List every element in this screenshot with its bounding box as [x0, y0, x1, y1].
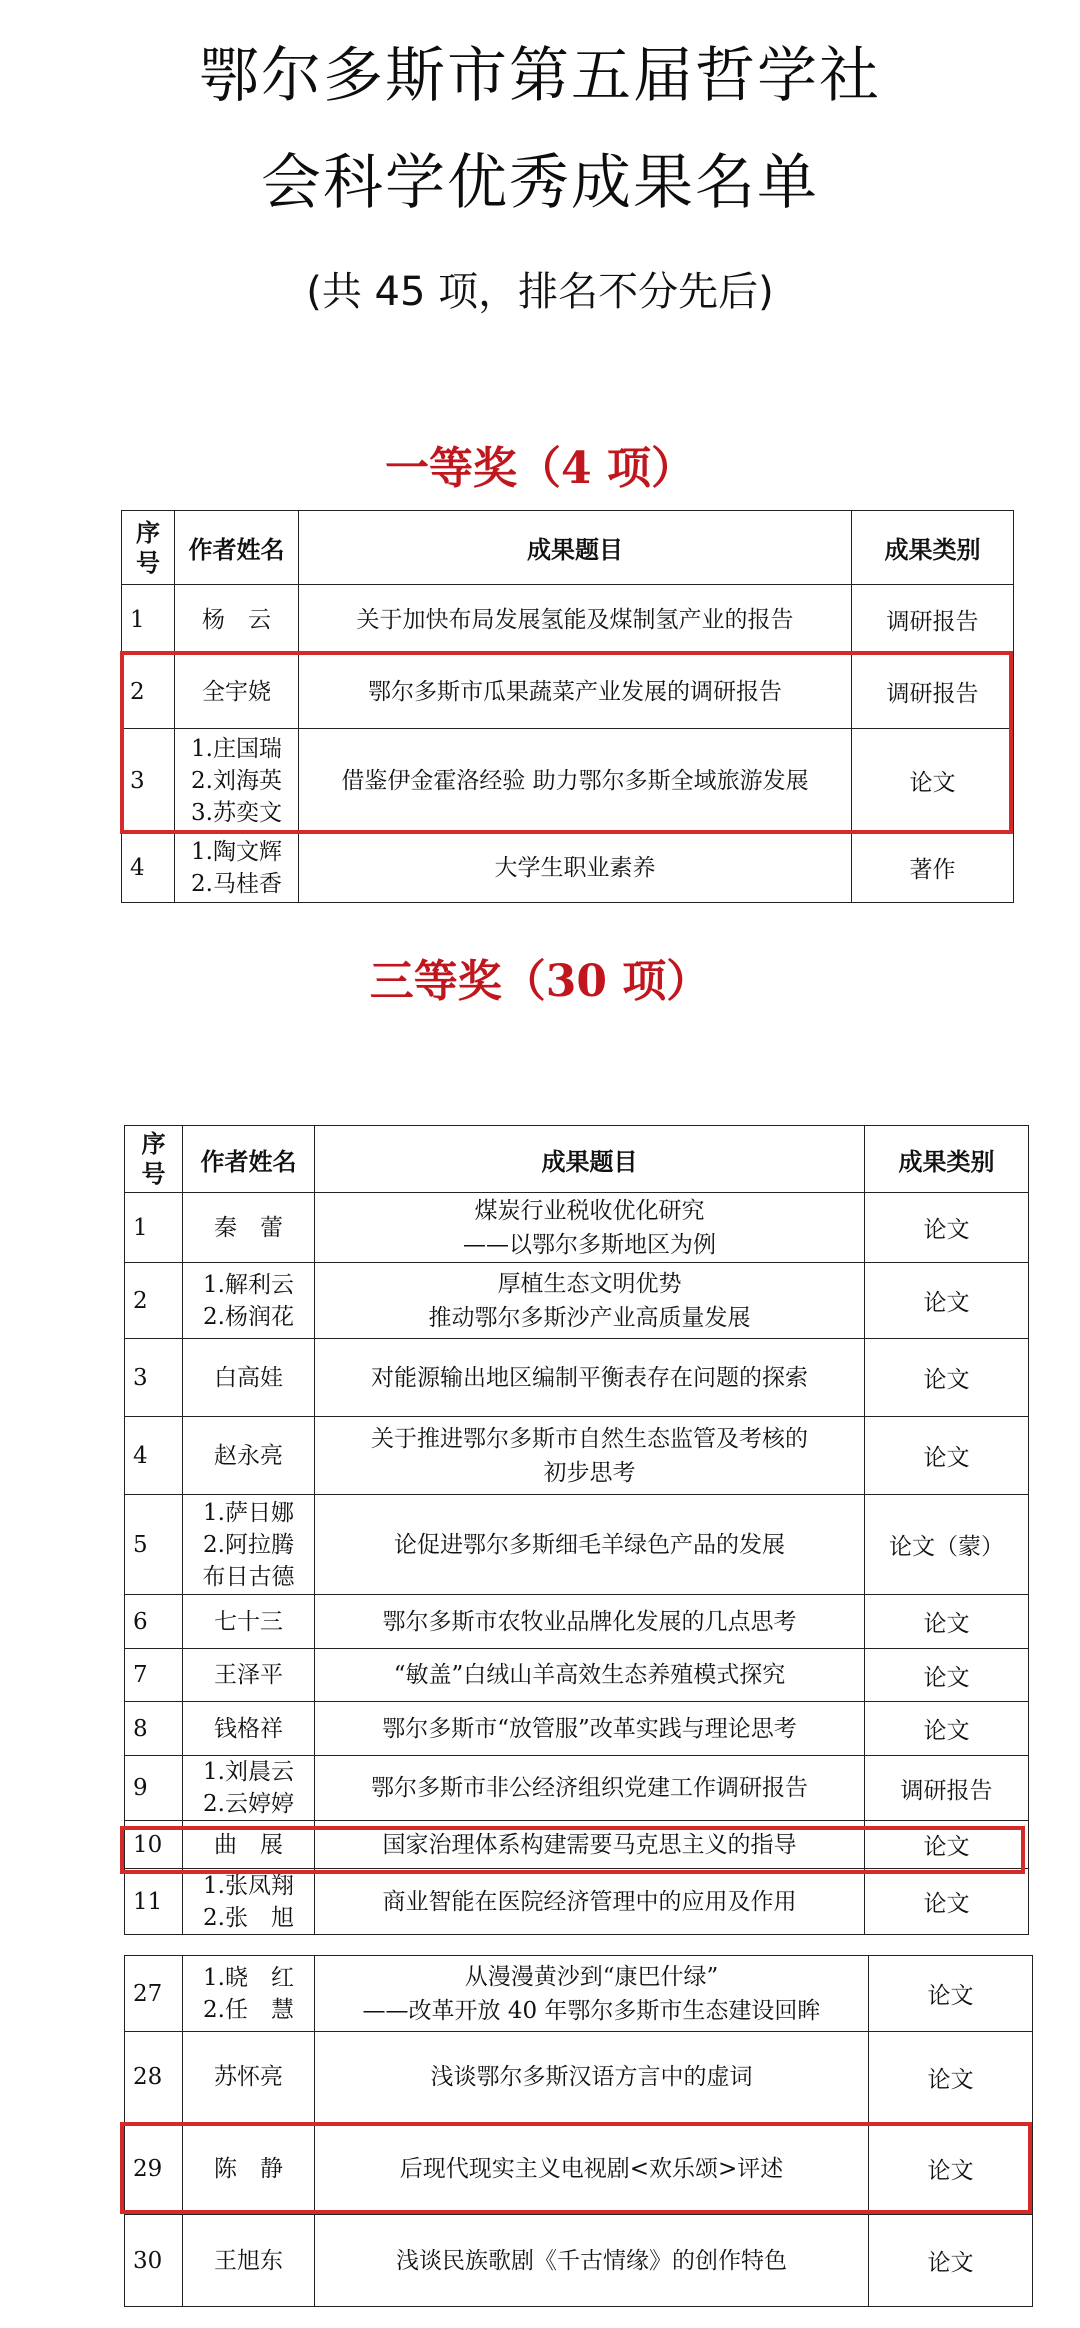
row-29-highlight-box — [120, 2122, 1032, 2214]
row-seq-cell: 6 — [125, 1595, 183, 1649]
page-subtitle: (共 45 项，排名不分先后) — [306, 269, 774, 315]
row-type-cell: 论文 — [869, 2032, 1033, 2123]
col-topic-header: 成果题目 — [299, 511, 852, 585]
row-author-cell: 七十三 — [183, 1595, 315, 1649]
row-author-cell: 陈 静 — [183, 2123, 315, 2215]
row-author-cell: 1.张凤翔 2.张 旭 — [183, 1869, 315, 1935]
row-author-cell: 赵永亮 — [183, 1417, 315, 1495]
row-topic-cell: 浅谈鄂尔多斯汉语方言中的虚词 — [315, 2032, 869, 2123]
row-seq-cell: 29 — [125, 2123, 183, 2215]
table-row — [125, 1595, 1029, 1649]
col-author-header: 作者姓名 — [183, 1126, 315, 1193]
row-seq-cell: 4 — [125, 1417, 183, 1495]
row-seq-cell: 27 — [125, 1956, 183, 2032]
row-topic-cell: “敏盖”白绒山羊高效生态养殖模式探究 — [315, 1649, 865, 1702]
col-seq-header: 序 号 — [122, 511, 175, 585]
row-author-cell: 1.陶文辉 2.马桂香 — [175, 833, 299, 903]
row-author-cell: 苏怀亮 — [183, 2032, 315, 2123]
row-type-cell: 著作 — [852, 833, 1014, 903]
row-seq-cell: 1 — [125, 1193, 183, 1263]
row-topic-cell: 鄂尔多斯市非公经济组织党建工作调研报告 — [315, 1756, 865, 1821]
col-type-header: 成果类别 — [865, 1126, 1029, 1193]
row-topic-cell: 关于推进鄂尔多斯市自然生态监管及考核的 初步思考 — [315, 1417, 865, 1495]
row-seq-cell: 3 — [122, 729, 175, 833]
table-row — [125, 1756, 1029, 1821]
row-type-cell: 论文 — [865, 1339, 1029, 1417]
row-topic-cell: 鄂尔多斯市“放管服”改革实践与理论思考 — [315, 1702, 865, 1756]
row-author-cell: 白高娃 — [183, 1339, 315, 1417]
row-seq-cell: 10 — [125, 1821, 183, 1869]
row-topic-cell: 大学生职业素养 — [299, 833, 852, 903]
table-row — [125, 2215, 1033, 2307]
table-header-row — [122, 511, 1014, 585]
row-seq-cell: 4 — [122, 833, 175, 903]
row-author-cell: 曲 展 — [183, 1821, 315, 1869]
row-type-cell: 论文（蒙） — [865, 1495, 1029, 1595]
row-type-cell: 论文 — [865, 1417, 1029, 1495]
row-type-cell: 论文 — [869, 2215, 1033, 2307]
row-seq-cell: 7 — [125, 1649, 183, 1702]
row-topic-cell: 对能源输出地区编制平衡表存在问题的探索 — [315, 1339, 865, 1417]
row-seq-cell: 5 — [125, 1495, 183, 1595]
table-row — [125, 1869, 1029, 1935]
row-author-cell: 秦 蕾 — [183, 1193, 315, 1263]
row-type-cell: 论文 — [869, 2123, 1033, 2215]
row-type-cell: 调研报告 — [852, 585, 1014, 655]
table-row — [125, 1956, 1033, 2032]
col-topic-header: 成果题目 — [315, 1126, 865, 1193]
row-type-cell: 调研报告 — [865, 1756, 1029, 1821]
table-row — [125, 1702, 1029, 1756]
row-seq-cell: 30 — [125, 2215, 183, 2307]
row-topic-cell: 关于加快布局发展氢能及煤制氢产业的报告 — [299, 585, 852, 655]
row-topic-cell: 借鉴伊金霍洛经验 助力鄂尔多斯全域旅游发展 — [299, 729, 852, 833]
row-author-cell: 杨 云 — [175, 585, 299, 655]
row-seq-cell: 8 — [125, 1702, 183, 1756]
table-header-row — [125, 1126, 1029, 1193]
row-topic-cell: 鄂尔多斯市瓜果蔬菜产业发展的调研报告 — [299, 655, 852, 729]
table-row — [125, 2032, 1033, 2123]
row-seq-cell: 11 — [125, 1869, 183, 1935]
row-seq-cell: 2 — [122, 655, 175, 729]
row-topic-cell: 鄂尔多斯市农牧业品牌化发展的几点思考 — [315, 1595, 865, 1649]
page-title-line2: 会科学优秀成果名单 — [261, 148, 819, 218]
row-seq-cell: 9 — [125, 1756, 183, 1821]
third-prize-table — [124, 1125, 1029, 1935]
table-row — [122, 833, 1014, 903]
row-type-cell: 论文 — [865, 1821, 1029, 1869]
row-seq-cell: 1 — [122, 585, 175, 655]
row-topic-cell: 从漫漫黄沙到“康巴什绿” ——改革开放 40 年鄂尔多斯市生态建设回眸 — [315, 1956, 869, 2032]
table-row — [125, 1417, 1029, 1495]
row-type-cell: 论文 — [865, 1649, 1029, 1702]
row-topic-cell: 国家治理体系构建需要马克思主义的指导 — [315, 1821, 865, 1869]
row-author-cell: 1.庄国瑞 2.刘海英 3.苏奕文 — [175, 729, 299, 833]
row-type-cell: 论文 — [852, 729, 1014, 833]
row-seq-cell: 28 — [125, 2032, 183, 2123]
table-row — [125, 1495, 1029, 1595]
row-author-cell: 全宇娆 — [175, 655, 299, 729]
row-topic-cell: 后现代现实主义电视剧<欢乐颂>评述 — [315, 2123, 869, 2215]
table-row — [125, 1339, 1029, 1417]
table-row — [122, 585, 1014, 655]
row-type-cell: 论文 — [865, 1595, 1029, 1649]
row-topic-cell: 厚植生态文明优势 推动鄂尔多斯沙产业高质量发展 — [315, 1263, 865, 1339]
row-type-cell: 调研报告 — [852, 655, 1014, 729]
col-seq-header: 序 号 — [125, 1126, 183, 1193]
page-title-line1: 鄂尔多斯市第五届哲学社 — [199, 41, 881, 111]
third-prize-heading: 三等奖（30 项） — [369, 956, 711, 1007]
first-prize-highlight-box — [120, 651, 1013, 834]
row-10-highlight-box — [120, 1826, 1025, 1874]
row-type-cell: 论文 — [869, 1956, 1033, 2032]
row-type-cell: 论文 — [865, 1702, 1029, 1756]
row-type-cell: 论文 — [865, 1869, 1029, 1935]
row-type-cell: 论文 — [865, 1193, 1029, 1263]
row-author-cell: 王泽平 — [183, 1649, 315, 1702]
table-row — [125, 1649, 1029, 1702]
table-row — [125, 1193, 1029, 1263]
row-author-cell: 1.解利云 2.杨润花 — [183, 1263, 315, 1339]
row-topic-cell: 浅谈民族歌剧《千古情缘》的创作特色 — [315, 2215, 869, 2307]
row-topic-cell: 煤炭行业税收优化研究 ——以鄂尔多斯地区为例 — [315, 1193, 865, 1263]
row-seq-cell: 3 — [125, 1339, 183, 1417]
table-row — [125, 1263, 1029, 1339]
row-author-cell: 钱格祥 — [183, 1702, 315, 1756]
row-topic-cell: 商业智能在医院经济管理中的应用及作用 — [315, 1869, 865, 1935]
col-author-header: 作者姓名 — [175, 511, 299, 585]
row-topic-cell: 论促进鄂尔多斯细毛羊绿色产品的发展 — [315, 1495, 865, 1595]
row-seq-cell: 2 — [125, 1263, 183, 1339]
row-author-cell: 1.刘晨云 2.云婷婷 — [183, 1756, 315, 1821]
row-author-cell: 1.萨日娜 2.阿拉腾 布日古德 — [183, 1495, 315, 1595]
row-author-cell: 1.晓 红 2.任 慧 — [183, 1956, 315, 2032]
row-type-cell: 论文 — [865, 1263, 1029, 1339]
first-prize-heading: 一等奖（4 项） — [385, 443, 695, 494]
row-author-cell: 王旭东 — [183, 2215, 315, 2307]
col-type-header: 成果类别 — [852, 511, 1014, 585]
